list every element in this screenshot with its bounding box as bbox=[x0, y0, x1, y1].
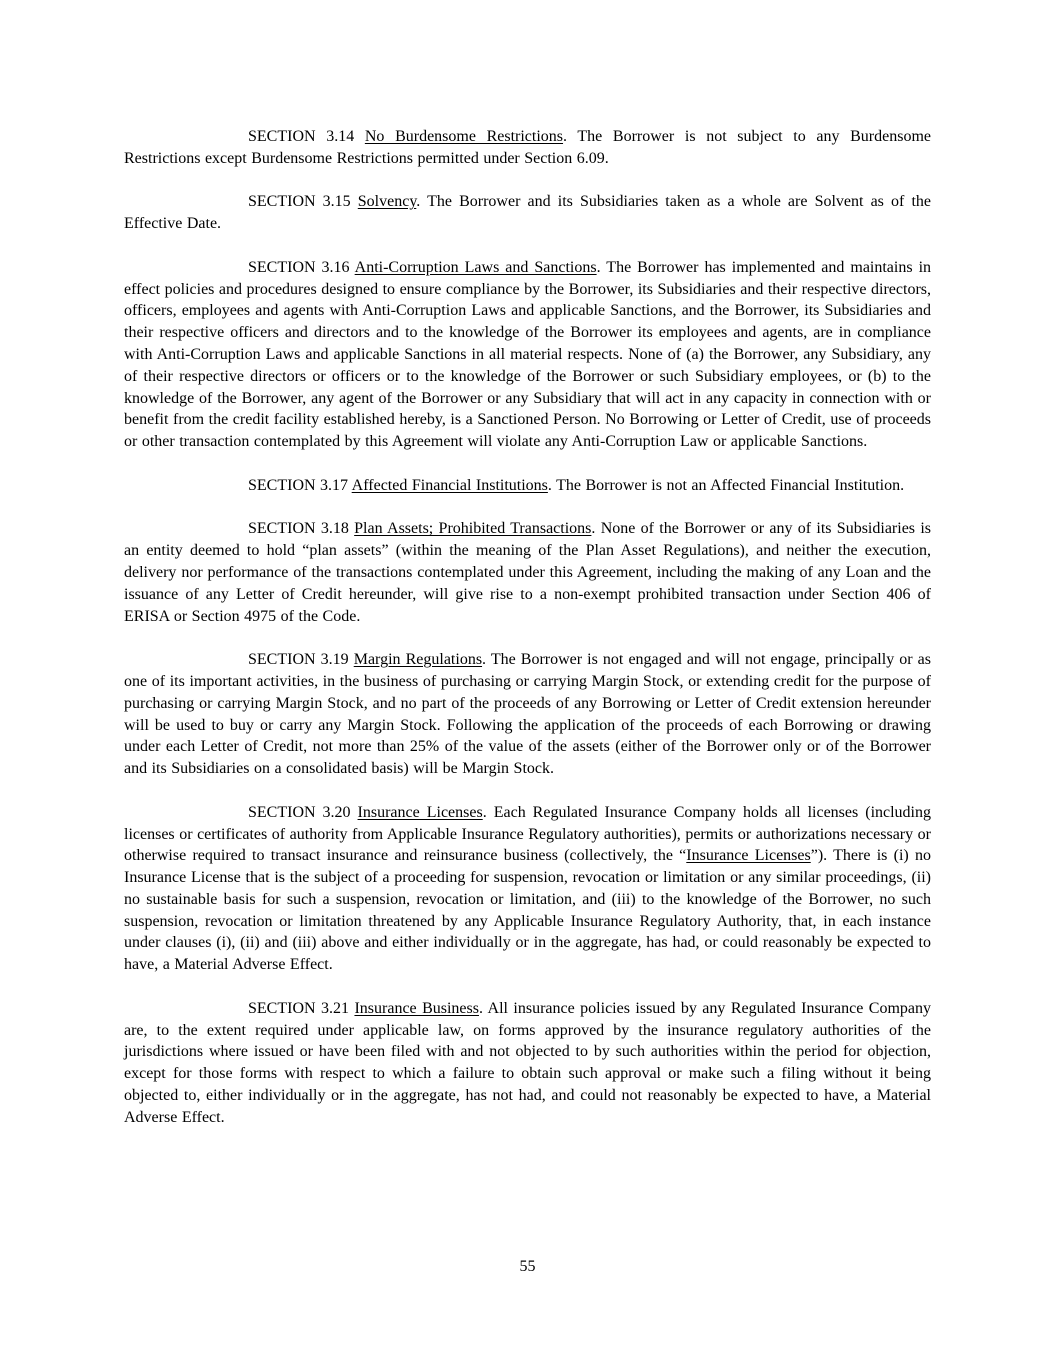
paragraph-text: SECTION 3.14 bbox=[248, 128, 365, 145]
paragraph bbox=[124, 191, 931, 235]
section-heading: Anti-Corruption Laws and Sanctions bbox=[354, 258, 597, 276]
paragraph-text: SECTION 3.18 bbox=[248, 520, 355, 538]
paragraph bbox=[124, 257, 931, 453]
paragraph bbox=[124, 649, 931, 780]
paragraph-text: . The Borrower is not an Affected Financial Institution. bbox=[547, 476, 905, 494]
section-heading: Insurance Licenses bbox=[686, 847, 811, 865]
paragraph-text: SECTION 3.20 bbox=[248, 803, 358, 821]
page-number: 55 bbox=[519, 1258, 536, 1275]
paragraph bbox=[124, 475, 931, 497]
paragraph-text: . The Borrower and its Subsidiaries taken as a whole are Solvent as of the Effective Date. bbox=[124, 193, 931, 233]
paragraph-text: ”). There is (i) no Insurance License that is the subject of a proceeding for suspension, revocation or limitation or any similar proceedings, (ii) no sustainable basis for such a suspension, revocation or limitation, and (iii) to the knowledge of the Borrower, no such suspension, revocation or limitation threatened by any Applicable Insurance Regulatory Authority, that, in each instance under clauses (i), (ii) and (iii) above and either individually or in the aggregate, has had, or could reasonably be expected to have, a Material Adverse Effect. bbox=[124, 847, 932, 974]
section-heading: Solvency bbox=[357, 193, 417, 211]
section-heading: Plan Assets; Prohibited Transactions bbox=[354, 520, 592, 538]
paragraph-text: SECTION 3.19 bbox=[248, 651, 354, 669]
paragraph-text: SECTION 3.15 bbox=[248, 193, 358, 211]
page-footer bbox=[0, 1256, 1055, 1278]
paragraph bbox=[124, 802, 931, 976]
paragraph-text: SECTION 3.17 bbox=[248, 476, 352, 494]
paragraph-text: . All insurance policies issued by any Regulated Insurance Company are, to the extent required under applicable law, on forms approved by the insurance regulatory authorities of the jurisdictions where issued or have been filed with and not objected to by such authorities within the period for objection, except for those forms with respect to which a failure to obtain such approval or make such a filing without it being objected to, either individually or in the aggregate, has not had, and could not reasonably be expected to have, a Material Adverse Effect. bbox=[124, 999, 931, 1126]
paragraph-text: . The Borrower is not engaged and will not engage, principally or as one of its important activities, in the business of purchasing or carrying Margin Stock, or extending credit for the purpose of purchasing or carrying Margin Stock, and no part of the proceeds of any Borrowing or Letter of Credit extension hereunder will be used to buy or carry any Margin Stock. Following the application of the proceeds of each Borrowing or drawing under each Letter of Credit, not more than 25% of the value of the assets (either of the Borrower only or of the Borrower and its Subsidiaries on a consolidated basis) will be Margin Stock. bbox=[124, 651, 932, 778]
section-heading: Affected Financial Institutions bbox=[351, 476, 548, 494]
section-heading: Insurance Business bbox=[354, 999, 479, 1017]
section-heading: No Burdensome Restrictions bbox=[364, 128, 564, 145]
paragraph-text: . The Borrower is not subject to any Burdensome Restrictions except Burdensome Restrictions permitted under Section 6.09. bbox=[124, 128, 931, 167]
paragraph-text: . Each Regulated Insurance Company holds all licenses (including licenses or certificates of authority from Applicable Insurance Regulatory authorities), permits or authorizations necessary or otherwise required to transact insurance and reinsurance business (collectively, the “ bbox=[124, 803, 932, 865]
paragraph bbox=[124, 126, 931, 170]
section-heading: Margin Regulations bbox=[353, 651, 483, 669]
paragraph bbox=[124, 998, 931, 1129]
paragraph-text: SECTION 3.16 bbox=[248, 258, 355, 276]
paragraph-text: . The Borrower has implemented and maintains in effect policies and procedures designed to ensure compliance by the Borrower, its Subsidiaries and their respective directors, officers, employees and agents with Anti-Corruption Laws and applicable Sanctions, and the Borrower, its Subsidiaries and their respective officers and directors and to the knowledge of the Borrower its employees and agents, are in compliance with Anti-Corruption Laws and applicable Sanctions in all material respects. None of (a) the Borrower, any Subsidiary, any of their respective directors or officers or to the knowledge of the Borrower or such Subsidiary employees, or (b) to the knowledge of the Borrower, any agent of the Borrower or any Subsidiary that will act in any capacity in connection with or benefit from the credit facility established hereby, is a Sanctioned Person. No Borrowing or Letter of Credit, use of proceeds or other transaction contemplated by this Agreement will violate any Anti-Corruption Law or applicable Sanctions. bbox=[124, 258, 932, 451]
paragraph bbox=[124, 518, 931, 627]
section-heading: Insurance Licenses bbox=[357, 803, 483, 821]
paragraph-text: . None of the Borrower or any of its Subsidiaries is an entity deemed to hold “plan assets” (within the meaning of the Plan Asset Regulations), and neither the execution, delivery nor performance of the transactions contemplated under this Agreement, including the making of any Loan and the issuance of any Letter of Credit hereunder, will give rise to a non-exempt prohibited transaction under Section 406 of ERISA or Section 4975 of the Code. bbox=[124, 520, 931, 625]
document-body bbox=[124, 126, 931, 1150]
paragraph-text: SECTION 3.21 bbox=[248, 999, 355, 1017]
